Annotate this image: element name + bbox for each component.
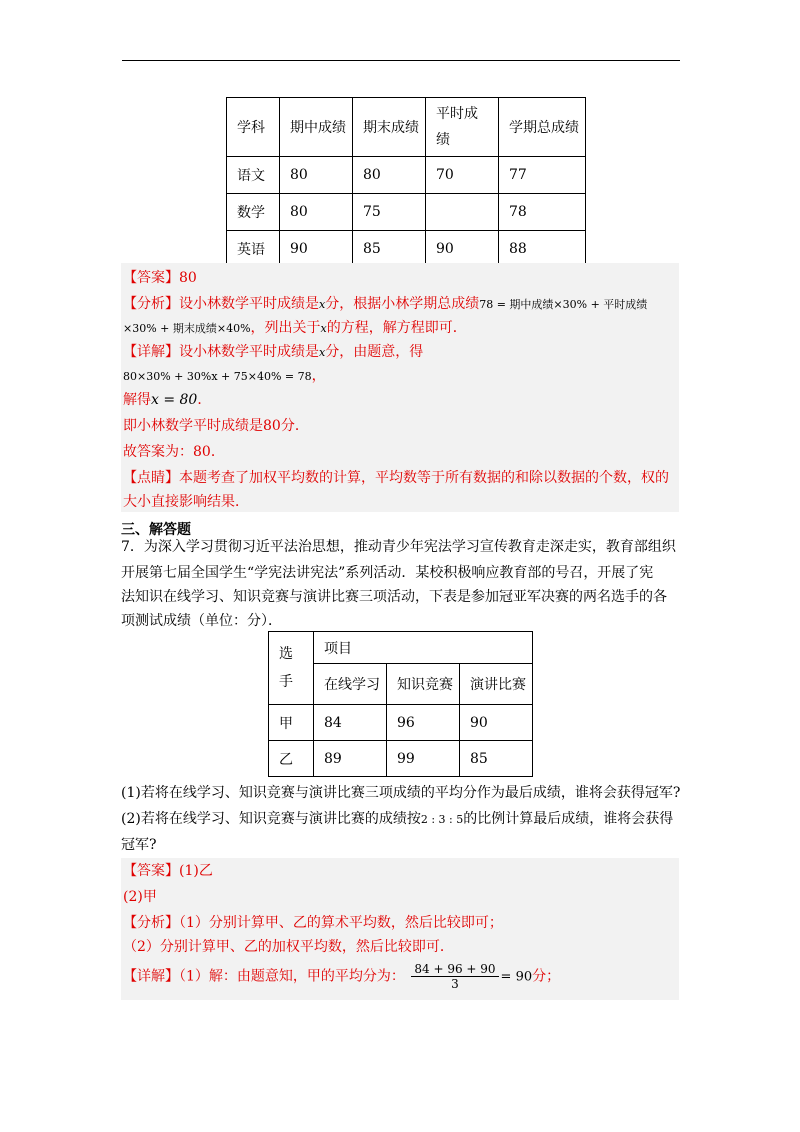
solve-text: 解得 <box>123 392 151 408</box>
table-cell: 88 <box>499 231 586 268</box>
sub-question-2 <box>121 808 673 828</box>
detail-line <box>123 962 560 991</box>
table-cell: 89 <box>314 741 387 777</box>
player-header-cell <box>269 632 314 705</box>
analysis-text: 分，根据小林学期总成绩 <box>325 296 480 312</box>
table-header-cell: 在线学习 <box>314 664 387 705</box>
detail-text: 【详解】设小林数学平时成绩是 <box>123 344 319 360</box>
solve-end: ． <box>197 392 212 408</box>
table-cell: 84 <box>314 705 387 741</box>
variable: x <box>319 346 326 359</box>
analysis-line: 【分析】（1）分别计算甲、乙的算术平均数，然后比较即可； <box>123 915 503 931</box>
comment-line-1: 【点睛】本题考查了加权平均数的计算，平均数等于所有数据的和除以数据的个数，权的 <box>123 470 669 486</box>
table-cell: 70 <box>426 157 499 194</box>
table-cell: 90 <box>280 231 353 268</box>
detail-line-1 <box>123 341 423 361</box>
detail-text: 分，由题意，得 <box>325 344 424 360</box>
table-header-cell: 演讲比赛 <box>460 664 533 705</box>
ratio: 2 : 3 : 5 <box>420 813 464 826</box>
fraction-denominator: 3 <box>451 977 459 991</box>
question-line: 开展第七届全国学生“学宪法讲宪法”系列活动．某校积极响应教育部的号召，开展了宪 <box>121 565 654 581</box>
equation-line <box>123 365 326 385</box>
detail-text: 【详解】（1）解：由题意知，甲的平均分为： <box>123 968 405 985</box>
equation: 80×30% + 30%x + 75×40% = 78 <box>123 370 312 383</box>
header-text: 选手 <box>279 646 293 690</box>
table-cell: 80 <box>280 194 353 231</box>
table-header-cell: 学科 <box>227 98 280 157</box>
answer-line: 【答案】(1)乙 <box>123 863 213 879</box>
fraction <box>411 962 498 991</box>
analysis-text: 【分析】设小林数学平时成绩是 <box>123 296 319 312</box>
final-answer-line: 故答案为：80． <box>123 444 225 460</box>
project-header-cell: 项目 <box>314 632 533 664</box>
table-row <box>227 231 586 268</box>
question-line: 项测试成绩（单位：分）． <box>121 613 282 629</box>
score-table-1 <box>226 97 586 268</box>
table-cell: 77 <box>499 157 586 194</box>
sub-question-text: (2)若将在线学习、知识竞赛与演讲比赛的成绩按 <box>121 811 421 827</box>
table-header-cell <box>426 98 499 157</box>
table-header-cell: 期末成绩 <box>353 98 426 157</box>
variable: x <box>320 322 327 335</box>
sub-question-2-cont: 冠军? <box>121 837 157 853</box>
table-cell: 甲 <box>269 705 314 741</box>
table-cell: 乙 <box>269 741 314 777</box>
table-cell: 96 <box>387 705 460 741</box>
question-line: 7．为深入学习贯彻习近平法治思想，推动青少年宪法学习宣传教育走深走实，教育部组织 <box>121 539 676 555</box>
table-cell: 英语 <box>227 231 280 268</box>
table-cell: 78 <box>499 194 586 231</box>
analysis-line: （2）分别计算甲、乙的加权平均数，然后比较即可． <box>123 939 454 955</box>
fraction-numerator: 84 + 96 + 90 <box>411 962 498 977</box>
table-cell: 75 <box>353 194 426 231</box>
conclusion-line: 即小林数学平时成绩是80分． <box>123 418 309 434</box>
analysis-line-1 <box>123 293 647 313</box>
table-cell: 80 <box>353 157 426 194</box>
table-header-cell: 知识竞赛 <box>387 664 460 705</box>
comment-line-2: 大小直接影响结果． <box>123 494 249 510</box>
answer-block-1 <box>121 263 679 512</box>
header-rule <box>122 60 680 61</box>
table-header-row <box>269 632 533 664</box>
table-cell: 85 <box>460 741 533 777</box>
table-cell: 90 <box>426 231 499 268</box>
sub-question-text: 的比例计算最后成绩，谁将会获得 <box>463 811 674 827</box>
formula: 78 = 期中成绩×30% + 平时成绩 <box>479 298 648 311</box>
answer-block-2 <box>121 858 679 1000</box>
analysis-line-2 <box>123 317 467 337</box>
table-row <box>227 157 586 194</box>
solve-line <box>123 389 211 409</box>
table-header-cell: 期中成绩 <box>280 98 353 157</box>
analysis-text: 的方程，解方程即可． <box>326 320 467 336</box>
table-row <box>269 741 533 777</box>
table-header-row <box>227 98 586 157</box>
score-table-2 <box>268 631 533 777</box>
table-cell: 数学 <box>227 194 280 231</box>
analysis-text: ，列出关于 <box>250 320 321 336</box>
table-header-cell: 学期总成绩 <box>499 98 586 157</box>
equation-end: ， <box>311 368 326 384</box>
table-cell: 99 <box>387 741 460 777</box>
header-text: 平时成绩 <box>436 106 478 148</box>
table-cell: 90 <box>460 705 533 741</box>
table-row <box>269 705 533 741</box>
section-title: 三、解答题 <box>121 522 191 538</box>
answer-line: 【答案】80 <box>123 270 197 286</box>
answer-line: (2)甲 <box>123 889 157 905</box>
table-row <box>227 194 586 231</box>
solve-equation: x = 80 <box>151 392 198 408</box>
table-cell: 85 <box>353 231 426 268</box>
question-line: 法知识在线学习、知识竞赛与演讲比赛三项活动，下表是参加冠亚军决赛的两名选手的各 <box>121 589 667 605</box>
formula: ×30% + 期末成绩×40% <box>123 322 251 335</box>
variable: x <box>319 298 326 311</box>
table-cell: 80 <box>280 157 353 194</box>
table-cell: 语文 <box>227 157 280 194</box>
detail-end: 分； <box>532 968 561 985</box>
fraction-result: = 90 <box>500 969 533 985</box>
table-cell <box>426 194 499 231</box>
sub-question-1: (1)若将在线学习、知识竞赛与演讲比赛三项成绩的平均分作为最后成绩，谁将会获得冠军? <box>121 785 681 801</box>
